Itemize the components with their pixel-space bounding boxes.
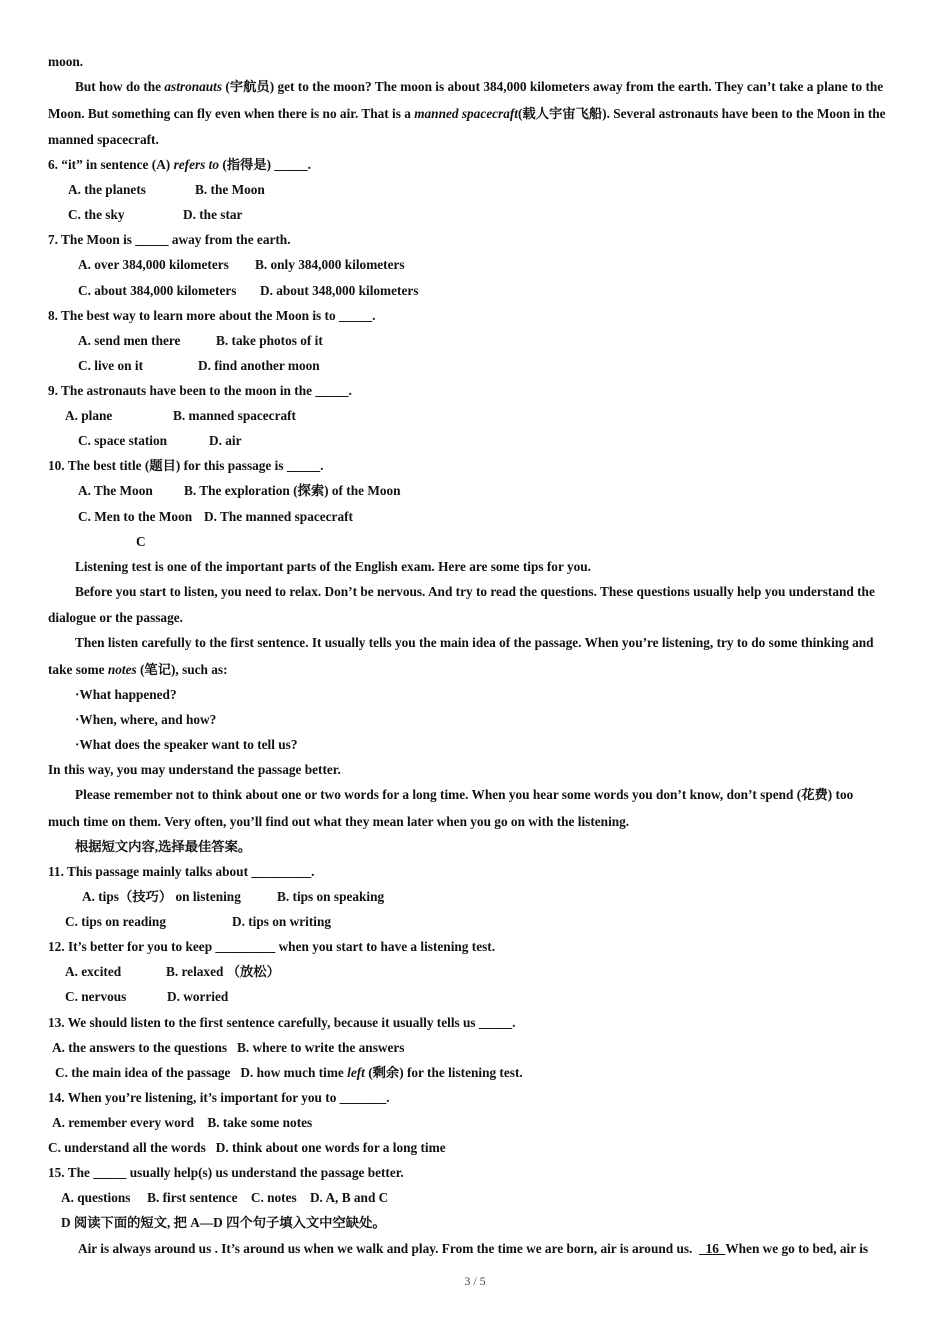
bullet-item-2: ·When, where, and how? <box>75 712 217 727</box>
q8-option-d: D. find another moon <box>198 358 320 373</box>
q11-option-d: D. tips on writing <box>232 914 331 929</box>
q12-option-a: A. excited <box>65 964 122 979</box>
q9-option-c: C. space station <box>78 433 168 448</box>
q10-option-c: C. Men to the Moon <box>78 509 193 524</box>
q14-options-cd: C. understand all the words D. think about one words for a long time <box>48 1140 446 1155</box>
bullet-item-1: ·What happened? <box>75 687 177 702</box>
q10-option-b: B. The exploration (探索) of the Moon <box>184 483 401 498</box>
q11-option-c: C. tips on reading <box>65 914 166 929</box>
passage-c-para-4: In this way, you may understand the passage better. <box>48 762 341 777</box>
question-9: 9. The astronauts have been to the moon in the _____. <box>48 383 352 398</box>
passage-c-para-2-line-2: dialogue or the passage. <box>48 610 183 625</box>
question-11: 11. This passage mainly talks about _________. <box>48 864 315 879</box>
q7-option-c: C. about 384,000 kilometers <box>78 283 237 298</box>
question-10: 10. The best title (题目) for this passage is _____. <box>48 458 324 473</box>
passage-c-para-2-line-1: Before you start to listen, you need to relax. Don’t be nervous. And try to read the questions. These questions usually help you understand the <box>75 584 875 599</box>
q10-option-a: A. The Moon <box>78 483 153 498</box>
q8-option-a: A. send men there <box>78 333 181 348</box>
q6-option-d: D. the star <box>183 207 243 222</box>
q11-option-a: A. tips（技巧） on listening <box>82 889 241 904</box>
q6-option-c: C. the sky <box>68 207 125 222</box>
question-8: 8. The best way to learn more about the Moon is to _____. <box>48 308 376 323</box>
q7-option-a: A. over 384,000 kilometers <box>78 257 229 272</box>
passage-c-para-3-line-1: Then listen carefully to the first sentence. It usually tells you the main idea of the passage. When you’re listening, try to do some thinking and <box>75 635 874 650</box>
passage-c-para-5-line-2: much time on them. Very often, you’ll find out what they mean later when you go on with the listening. <box>48 814 630 829</box>
q13-options-cd: C. the main idea of the passage D. how much time left (剩余) for the listening test. <box>55 1065 523 1080</box>
q12-option-d: D. worried <box>167 989 229 1004</box>
question-12: 12. It’s better for you to keep _________ when you start to have a listening test. <box>48 939 496 954</box>
question-6: 6. “it” in sentence (A) refers to (指得是) _____. <box>48 157 311 172</box>
question-13: 13. We should listen to the first sentence carefully, because it usually tells us _____. <box>48 1015 516 1030</box>
q7-option-b: B. only 384,000 kilometers <box>255 257 405 272</box>
q9-option-b: B. manned spacecraft <box>173 408 296 423</box>
section-c-heading: C <box>136 534 146 549</box>
question-15: 15. The _____ usually help(s) us understand the passage better. <box>48 1165 404 1180</box>
q6-option-b: B. the Moon <box>195 182 265 197</box>
passage-b-line-2: Moon. But something can fly even when there is no air. That is a manned spacecraft(载人宇宙飞船). Several astronauts have been to the Moon in the <box>48 106 886 121</box>
emphasis-notes: notes <box>107 662 137 677</box>
q8-option-b: B. take photos of it <box>216 333 323 348</box>
passage-c-para-3-line-2: take some notes (笔记), such as: <box>48 662 228 677</box>
q8-option-c: C. live on it <box>78 358 144 373</box>
q12-option-b: B. relaxed （放松） <box>166 964 280 979</box>
emphasis-manned-spacecraft: manned spacecraft <box>414 106 518 121</box>
q14-options-ab: A. remember every word B. take some notes <box>52 1115 313 1130</box>
passage-c-para-1: Listening test is one of the important parts of the English exam. Here are some tips for you. <box>75 559 591 574</box>
q13-options-ab: A. the answers to the questions B. where to write the answers <box>52 1040 405 1055</box>
passage-c-para-5-line-1: Please remember not to think about one or two words for a long time. When you hear some words you don’t know, don’t spend (花费) too <box>75 787 854 802</box>
q15-options: A. questions B. first sentence C. notes D. A, B and C <box>61 1190 389 1205</box>
section-d-heading: D 阅读下面的短文, 把 A—D 四个句子填入文中空缺处。 <box>61 1215 386 1230</box>
q7-option-d: D. about 348,000 kilometers <box>260 283 419 298</box>
passage-d-line-1: Air is always around us . It’s around us when we walk and play. From the time we are born, air is around us. 16 When we go to bed, air is <box>78 1241 869 1256</box>
emphasis-astronauts: astronauts <box>164 79 223 94</box>
passage-b-line-1: But how do the astronauts (宇航员) get to the moon? The moon is about 384,000 kilometers away from the earth. They can’t take a plane to the <box>75 79 884 94</box>
page-number: 3 / 5 <box>464 1274 486 1288</box>
question-14: 14. When you’re listening, it’s important for you to _______. <box>48 1090 390 1105</box>
q10-option-d: D. The manned spacecraft <box>204 509 353 524</box>
bullet-item-3: ·What does the speaker want to tell us? <box>75 737 298 752</box>
question-7: 7. The Moon is _____ away from the earth. <box>48 232 291 247</box>
q9-option-d: D. air <box>209 433 242 448</box>
q12-option-c: C. nervous <box>65 989 127 1004</box>
passage-b-tail: moon. <box>48 54 84 69</box>
q11-option-b: B. tips on speaking <box>277 889 385 904</box>
section-c-instruction: 根据短文内容,选择最佳答案。 <box>75 839 252 854</box>
q9-option-a: A. plane <box>65 408 113 423</box>
passage-b-line-3: manned spacecraft. <box>48 132 159 147</box>
q6-option-a: A. the planets <box>68 182 146 197</box>
blank-16: 16 <box>699 1241 726 1256</box>
